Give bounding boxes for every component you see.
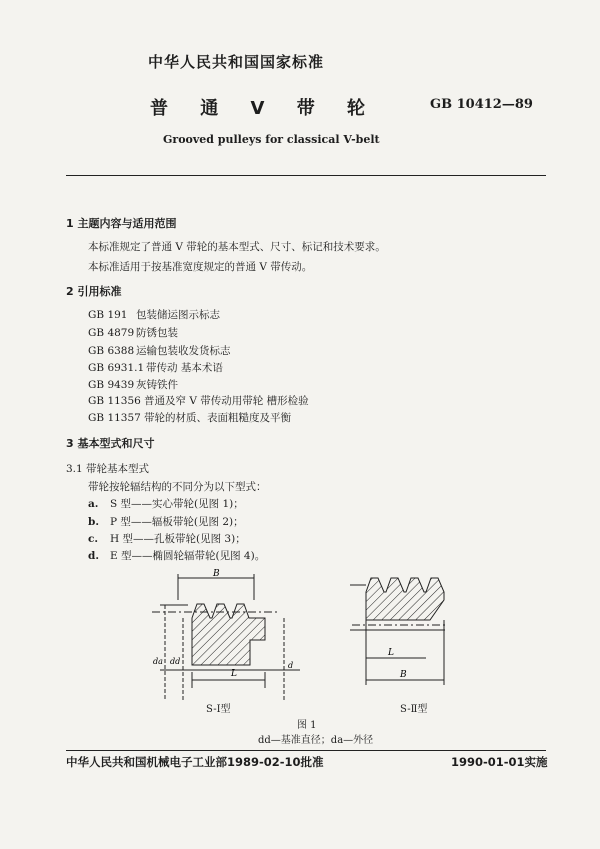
reference-code: GB 4879: [88, 327, 135, 339]
reference-title: 灰铸铁件: [136, 379, 178, 391]
section-3-intro: 带轮按轮辐结构的不同分为以下型式：: [88, 481, 267, 493]
document-title: 普 通 V 带 轮: [150, 98, 373, 119]
reference-item: [88, 343, 231, 358]
reference-item: [88, 377, 178, 392]
reference-item: [88, 410, 291, 425]
reference-item: [88, 360, 223, 375]
list-marker: d.: [88, 550, 99, 562]
standard-number: GB 10412—89: [430, 97, 533, 112]
header-rule: [66, 175, 546, 176]
list-text: H 型——孔板带轮(见图 3)；: [110, 533, 246, 545]
list-marker: c.: [88, 533, 99, 545]
dimension-label-l: L: [231, 669, 237, 679]
reference-item: [88, 307, 220, 322]
section-1-heading: 1 主题内容与适用范围: [66, 217, 177, 230]
reference-title: 带轮的材质、表面粗糙度及平衡: [144, 412, 291, 424]
reference-code: GB 191: [88, 309, 128, 321]
reference-title: 运输包装收发货标志: [136, 345, 231, 357]
reference-item: [88, 325, 178, 340]
reference-title: 防锈包装: [136, 327, 178, 339]
dimension-label-b: B: [213, 569, 220, 579]
footer-rule: [66, 750, 546, 751]
reference-title: 带传动 基本术语: [146, 362, 223, 374]
issuing-authority: 中华人民共和国国家标准: [148, 53, 325, 71]
reference-item: [88, 393, 309, 408]
section-1-paragraph: 本标准规定了普通 V 带轮的基本型式、尺寸、标记和技术要求。: [88, 241, 386, 253]
list-marker: b.: [88, 516, 99, 528]
figure-legend: dd—基准直径；da—外径: [258, 735, 374, 746]
list-text: S 型——实心带轮(见图 1)；: [110, 498, 244, 510]
list-marker: a.: [88, 498, 99, 510]
dimension-label-dd: dd: [170, 657, 181, 666]
reference-code: GB 11356: [88, 395, 141, 407]
english-title: Grooved pulleys for classical V-belt: [163, 133, 380, 146]
dimension-label-d: d: [288, 661, 294, 670]
reference-title: 普通及窄 V 带传动用带轮 槽形检验: [144, 395, 309, 407]
reference-code: GB 6931.1: [88, 362, 145, 374]
list-text: E 型——椭圆轮辐带轮(见图 4)。: [110, 550, 266, 562]
figure-caption-right: S-Ⅱ型: [400, 704, 428, 715]
dimension-label-b: B: [400, 670, 407, 680]
effective-date: 1990-01-01实施: [451, 755, 548, 769]
figure-number: 图 1: [297, 720, 317, 731]
list-text: P 型——辐板带轮(见图 2)；: [110, 516, 244, 528]
dimension-label-l: L: [388, 648, 394, 658]
list-item: [88, 496, 244, 511]
reference-code: GB 6388: [88, 345, 135, 357]
list-item: [88, 514, 244, 529]
section-3-heading: 3 基本型式和尺寸: [66, 437, 155, 450]
reference-code: GB 9439: [88, 379, 135, 391]
section-3-1-heading: 3.1 带轮基本型式: [66, 463, 150, 475]
pulley-drawing-s1: [152, 574, 300, 700]
section-1-paragraph: 本标准适用于按基准宽度规定的普通 V 带传动。: [88, 261, 313, 273]
figure-1-drawings: [0, 560, 600, 730]
pulley-drawing-s2: [350, 578, 446, 685]
list-item: [88, 531, 246, 546]
reference-code: GB 11357: [88, 412, 141, 424]
reference-title: 包装储运图示标志: [136, 309, 220, 321]
section-2-heading: 2 引用标准: [66, 285, 122, 298]
dimension-label-da: da: [153, 657, 163, 666]
approval-line: 中华人民共和国机械电子工业部1989-02-10批准: [66, 755, 324, 769]
figure-caption-left: S-Ⅰ型: [206, 704, 231, 715]
